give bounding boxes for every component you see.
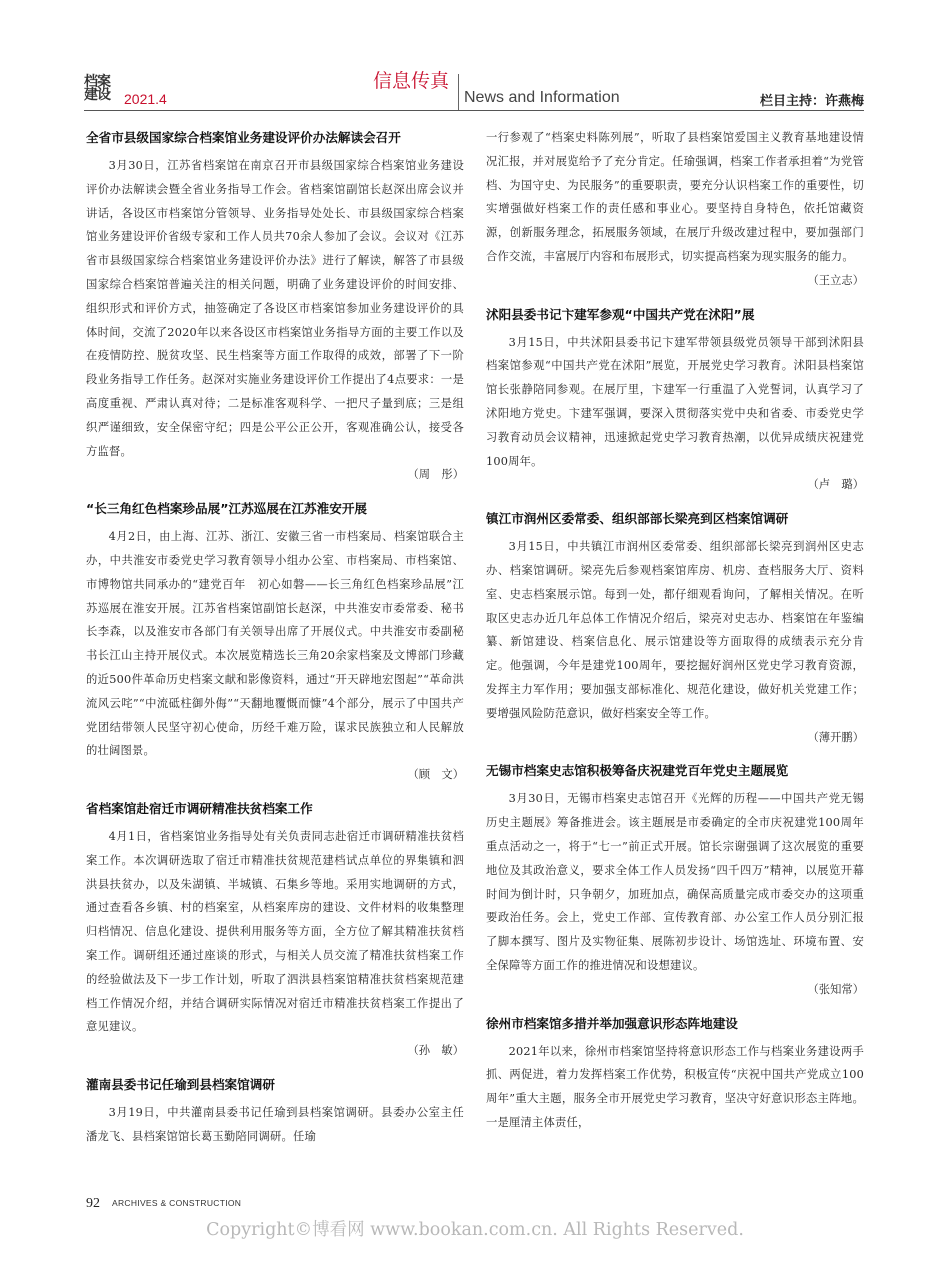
article-title: 灌南县委书记任瑜到县档案馆调研: [86, 1076, 275, 1092]
article-body: 3月15日，中共镇江市润州区委常委、组织部部长梁亮到润州区史志办、档案馆调研。梁亮先后参观档案馆库房、机房、查档服务大厅、资料室、史志档案展示馆。每到一处，都仔细观看询问，了解相关情况。在听取区史志办近几年总体工作情况介绍后，梁亮对史志办、档案馆在年鉴编纂、新馆建设、档案信息化、展示馆建设等方面取得的成绩表示充分肯定。他强调，今年是建党100周年，要挖掘好润州区党史学习教育资源，发挥主力军作用；要加强支部标准化、规范化建设，做好机关党建工作；要增强风险防范意识，做好档案安全等工作。: [486, 540, 864, 720]
article: [86, 797, 464, 1063]
article-author: （周 彤）: [407, 468, 464, 482]
column-host: 栏目主持：许燕梅: [759, 94, 864, 109]
journal-logo: 档案建设: [84, 74, 110, 103]
journal-name-english: ARCHIVES & CONSTRUCTION: [112, 1198, 242, 1208]
issue-number: 2021.4: [124, 91, 167, 107]
article-title: 省档案馆赴宿迁市调研精准扶贫档案工作: [86, 800, 313, 816]
copyright-watermark: Copyright©博看网 www.bookan.com.cn. All Rights Reserved.: [206, 1220, 744, 1240]
article: [486, 759, 864, 1001]
article-title: 沭阳县委书记卞建军参观“中国共产党在沭阳”展: [486, 306, 755, 322]
article: [86, 1073, 464, 1149]
article: [86, 497, 464, 787]
page-number: 92: [86, 1196, 100, 1211]
article-author: （孙 敏）: [407, 1044, 464, 1058]
right-column: [486, 126, 864, 1145]
left-column: [86, 126, 464, 1158]
article: [486, 303, 864, 498]
article-author: （张知常）: [807, 982, 864, 996]
article-author: （卢 璐）: [807, 478, 864, 492]
article-title: 镇江市润州区委常委、组织部部长梁亮到区档案馆调研: [486, 511, 789, 527]
article-body: 3月19日，中共灌南县委书记任瑜到县档案馆调研。县委办公室主任潘龙飞、县档案馆馆长葛玉勤陪同调研。任瑜: [86, 1105, 464, 1143]
section-title: 信息传真: [373, 70, 450, 92]
article-author: （薄开鹏）: [807, 730, 864, 744]
article: [486, 1012, 864, 1135]
article-title: 无锡市档案史志馆积极筹备庆祝建党百年党史主题展览: [486, 763, 789, 779]
article-body: 一行参观了“档案史料陈列展”，听取了县档案馆爱国主义教育基地建设情况汇报，并对展览给予了充分肯定。任瑜强调，档案工作者承担着“为党管档、为国守史、为民服务”的重要职责，要充分认识档案工作的重要性，切实增强做好档案工作的责任感和事业心。要坚持自身特色，依托馆藏资源，创新服务理念，拓展服务领域，在展厅升级改建过程中，要加强部门合作交流，丰富展厅内容和布展形式，切实提高档案为现实服务的能力。: [486, 131, 864, 263]
section-title-english: News and Information: [464, 89, 620, 106]
article-body: 4月1日，省档案馆业务指导处有关负责同志赴宿迁市调研精准扶贫档案工作。本次调研选取了宿迁市精准扶贫规范建档试点单位的界集镇和泗洪县扶贫办，以及朱湖镇、半城镇、石集乡等地。采用实地调研的方式，通过查看各乡镇、村的档案室，从档案库房的建设、文件材料的收集整理归档情况、信息化建设、提供利用服务等方面，全方位了解其精准扶贫档案工作。调研组还通过座谈的形式，与相关人员交流了精准扶贫档案工作的经验做法及下一步工作计划，听取了泗洪县档案馆精准扶贫档案规范建档工作情况介绍，并结合调研实际情况对宿迁市精准扶贫档案工作提出了意见建议。: [86, 829, 464, 1034]
article-body: 3月15日，中共沭阳县委书记卞建军带领县级党员领导干部到沭阳县档案馆参观“中国共产党在沭阳”展览，开展党史学习教育。沭阳县档案馆馆长张静陪同参观。在展厅里，卞建军一行重温了入党誓词，认真学习了沭阳地方党史。卞建军强调，要深入贯彻落实党中央和省委、市委党史学习教育动员会议精神，迅速掀起党史学习教育热潮，以优异成绩庆祝建党100周年。: [486, 335, 864, 468]
article-author: （王立志）: [807, 273, 864, 287]
header-rule: [84, 110, 864, 111]
article-title: 全省市县级国家综合档案馆业务建设评价办法解读会召开: [86, 130, 401, 145]
article-continuation: [486, 126, 864, 293]
article-author: （顾 文）: [407, 768, 464, 782]
article-title: 徐州市档案馆多措并举加强意识形态阵地建设: [486, 1015, 738, 1031]
article-body: 3月30日，江苏省档案馆在南京召开市县级国家综合档案馆业务建设评价办法解读会暨全省业务指导工作会。省档案馆副馆长赵深出席会议并讲话，各设区市档案馆分管领导、业务指导处处长、市县级国家综合档案馆业务建设评价省级专家和工作人员共70余人参加了会议。会议对《江苏省市县级国家综合档案馆业务建设评价办法》进行了解读，解答了市县级国家综合档案馆普遍关注的相关问题，明确了业务建设评价的时间安排、组织形式和评价方式，抽签确定了各设区市档案馆参加业务建设评价的具体时间，交流了2020年以来各设区市档案馆业务指导方面的主要工作以及在疫情防控、脱贫攻坚、民生档案等方面工作取得的成效，部署了下一阶段业务指导工作任务。赵深对实施业务建设评价工作提出了4点要求：一是高度重视、严肃认真对待；二是标准客观科学、一把尺子量到底；三是组织严谨细致，安全保密守纪；四是公平公正公开，客观准确公认，接受各方监督。: [86, 159, 464, 458]
header-divider-vertical: [458, 74, 459, 110]
article: [86, 126, 464, 487]
article-body: 4月2日，由上海、江苏、浙江、安徽三省一市档案局、档案馆联合主办，中共淮安市委党史学习教育领导小组办公室、市档案局、市档案馆、市博物馆共同承办的“建党百年 初心如磐——长三角红色档案珍品展”江苏巡展在淮安开展。江苏省档案馆副馆长赵深，中共淮安市委常委、秘书长李森，以及淮安市各部门有关领导出席了开展仪式。中共淮安市委副秘书长江山主持开展仪式。本次展览精选长三角20余家档案及文博部门珍藏的近500件革命历史档案文献和影像资料，通过“开天辟地宏图起”“革命洪流风云咤”“中流砥柱御外侮”“天翻地覆慨而慷”4个部分，展示了中国共产党团结带领人民坚守初心使命，历经千难万险，谋求民族独立和人民解放的壮阔图景。: [86, 530, 464, 758]
article: [486, 507, 864, 749]
article-body: 2021年以来，徐州市档案馆坚持将意识形态工作与档案业务建设两手抓、两促进，着力发挥档案工作优势，积极宣传“庆祝中国共产党成立100周年”重大主题，服务全市开展党史学习教育，坚决守好意识形态主阵地。一是厘清主体责任，: [486, 1044, 864, 1129]
article-body: 3月30日，无锡市档案史志馆召开《光辉的历程——中国共产党无锡历史主题展》筹备推进会。该主题展是市委确定的全市庆祝建党100周年重点活动之一，将于“七一”前正式开展。馆长宗谢强调了这次展览的重要地位及其政治意义，要求全体工作人员发扬“四千四万”精神，以展览开幕时间为倒计时，只争朝夕，加班加点，确保高质量完成市委交办的这项重要政治任务。会上，党史工作部、宣传教育部、办公室工作人员分别汇报了脚本撰写、图片及实物征集、展陈初步设计、场馆选址、环境布置、安全保障等方面工作的推进情况和设想建议。: [486, 792, 864, 972]
article-title: “长三角红色档案珍品展”江苏巡展在江苏淮安开展: [86, 501, 368, 517]
